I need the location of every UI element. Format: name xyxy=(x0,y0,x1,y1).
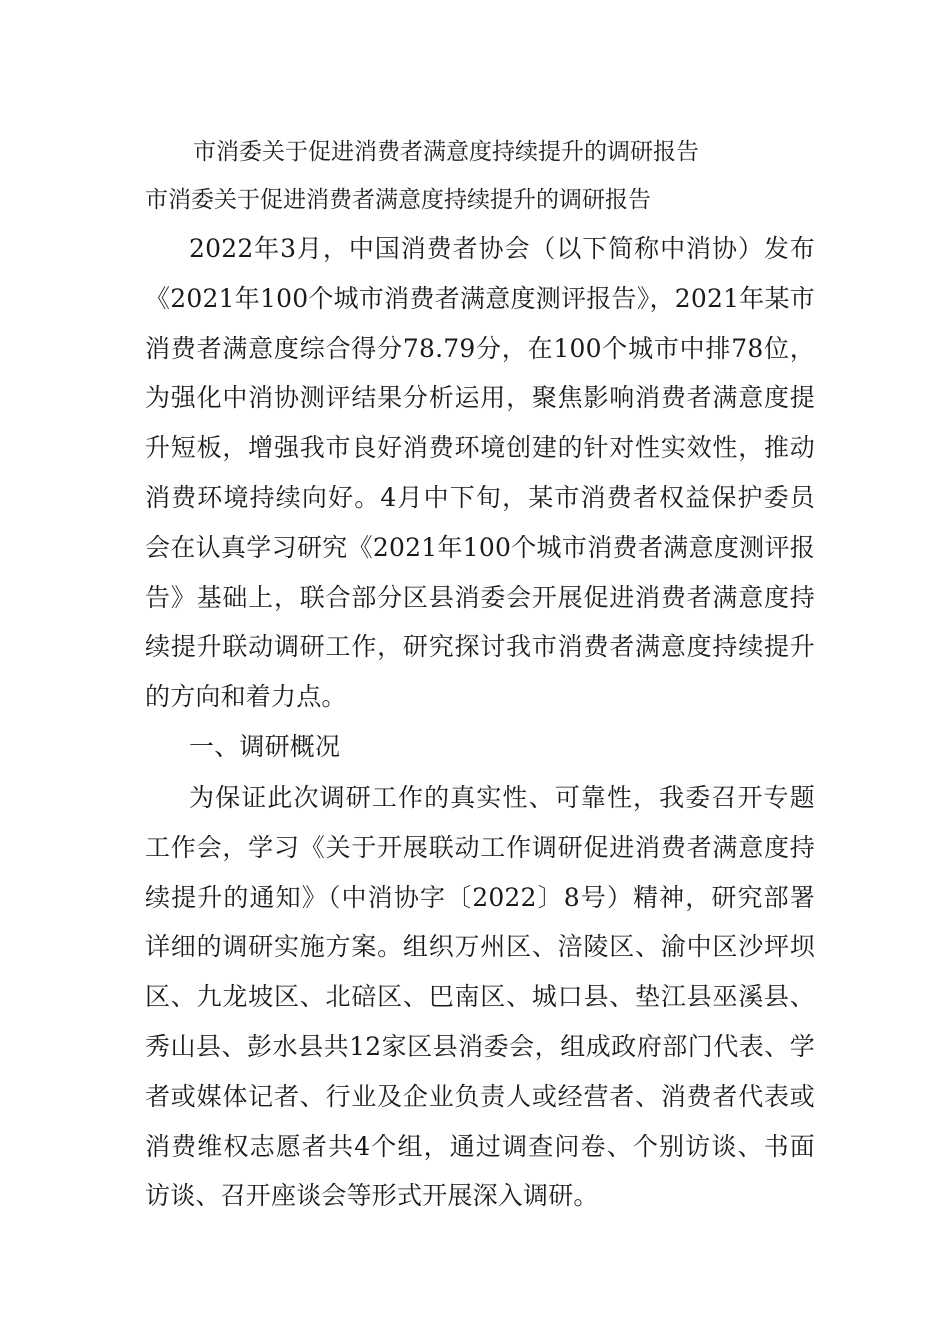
paragraph-survey-overview: 为保证此次调研工作的真实性、可靠性，我委召开专题工作会，学习《关于开展联动工作调研促进消费者满意度持续提升的通知》（中消协字〔2022〕8号）精神，研究部署详细的调研实施方案。组织万州区、涪陵区、渝中区沙坪坝区、九龙坡区、北碚区、巴南区、城口县、垫江县巫溪县、秀山县、彭水县共12家区县消委会，组成政府部门代表、学者或媒体记者、行业及企业负责人或经营者、消费者代表或消费维权志愿者共4个组，通过调查问卷、个别访谈、书面访谈、召开座谈会等形式开展深入调研。 xyxy=(145,783,815,1211)
section-heading-survey-overview: 一、调研概况 xyxy=(189,732,341,761)
paragraph-intro: 2022年3月，中国消费者协会（以下简称中消协）发布《2021年100个城市消费者满意度测评报告》，2021年某市消费者满意度综合得分78.79分，在100个城市中排78位，为强化中消协测评结果分析运用，聚焦影响消费者满意度提升短板，增强我市良好消费环境创建的针对性实效性，推动消费环境持续向好。4月中下旬，某市消费者权益保护委员会在认真学习研究《2021年100个城市消费者满意度测评报告》基础上，联合部分区县消委会开展促进消费者满意度持续提升联动调研工作，研究探讨我市消费者满意度持续提升的方向和着力点。 xyxy=(145,234,815,712)
document-subtitle: 市消委关于促进消费者满意度持续提升的调研报告 xyxy=(145,187,651,213)
document-title: 市消委关于促进消费者满意度持续提升的调研报告 xyxy=(193,139,699,165)
